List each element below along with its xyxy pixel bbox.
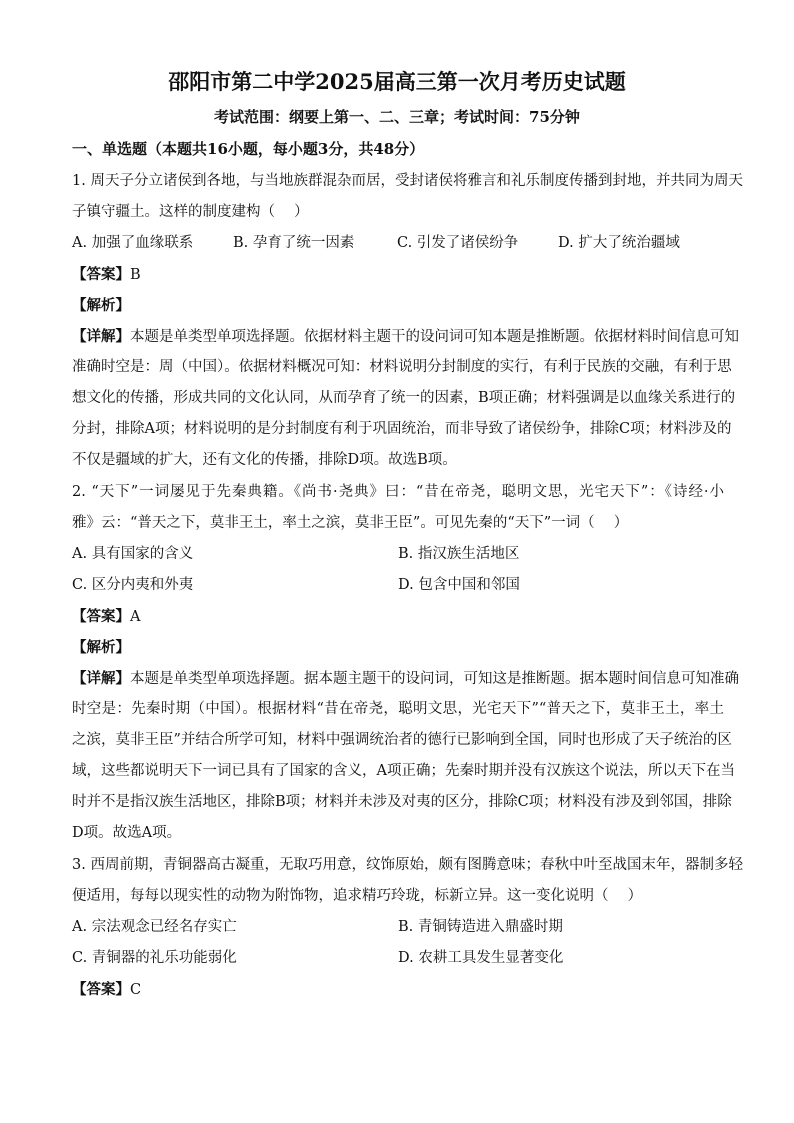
answer-value: A xyxy=(130,609,141,625)
answer-line xyxy=(72,601,724,632)
option-c: C. 引发了诸侯纷争 xyxy=(397,235,519,251)
answer-value: C xyxy=(130,982,142,998)
option-d: D. 扩大了统治疆域 xyxy=(558,235,680,251)
options-row xyxy=(72,539,724,570)
question-stem-line: 便适用，每每以现实性的动物为附饰物，追求精巧玲珑，标新立异。这一变化说明（ ） xyxy=(72,888,643,904)
detail-line: 想文化的传播，形成共同的文化认同，从而孕育了统一的因素，B项正确；材料强调是以血缘关系进行的 xyxy=(72,390,736,406)
question-2 xyxy=(72,477,739,849)
detail-text: 本题是单类型单项选择题。依据材料主题干的设问词可知本题是推断题。依据材料时间信息可知 xyxy=(130,329,739,345)
section-heading: 一、单选题（本题共16小题，每小题3分，共48分） xyxy=(72,140,425,158)
detail-line: 时空是：先秦时期（中国）。根据材料“昔在帝尧，聪明文思，光宅天下”“普天之下，莫非王土，率土 xyxy=(72,701,724,717)
question-1 xyxy=(72,166,743,476)
answer-value: B xyxy=(130,267,141,283)
option-a: A. 加强了血缘联系 xyxy=(72,235,194,251)
option-a: A. 具有国家的含义 xyxy=(72,546,194,562)
detail-line: 分封，排除A项；材料说明的是分封制度有利于巩固统治，而非导致了诸侯纷争，排除C项；材料涉及的 xyxy=(72,421,732,437)
question-stem-line: 1. 周天子分立诸侯到各地，与当地族群混杂而居，受封诸侯将雅言和礼乐制度传播到封地，并共同为周天 xyxy=(72,173,743,189)
detail-label: 【详解】 xyxy=(72,670,130,687)
option-c: C. 区分内夷和外夷 xyxy=(72,577,194,593)
question-stem-line: 子镇守疆土。这样的制度建构（ ） xyxy=(72,204,309,220)
exam-scope: 考试范围：纲要上第一、二、三章；考试时间：75分钟 xyxy=(214,108,580,126)
detail-line: 准确时空是：周（中国）。依据材料概况可知：材料说明分封制度的实行，有利于民族的交融，有利于思 xyxy=(72,359,732,375)
analysis-label: 【解析】 xyxy=(72,639,130,656)
options-row xyxy=(72,943,724,974)
question-stem-line: 雅》云：“普天之下，莫非王土，率土之滨，莫非王臣”。可见先秦的“天下”一词（ ） xyxy=(72,515,629,531)
option-b: B. 指汉族生活地区 xyxy=(398,546,520,562)
page-title: 邵阳市第二中学2025届高三第一次月考历史试题 xyxy=(168,69,626,94)
answer-label: 【答案】 xyxy=(72,266,130,283)
answer-line xyxy=(72,974,724,1005)
options-row xyxy=(72,912,724,943)
answer-label: 【答案】 xyxy=(72,981,130,998)
option-b: B. 青铜铸造进入鼎盛时期 xyxy=(398,919,563,935)
analysis-line xyxy=(72,632,724,663)
detail-line: 之滨，莫非王臣”并结合所学可知，材料中强调统治者的德行已影响到全国，同时也形成了天子统治的区 xyxy=(72,732,732,748)
option-d: D. 农耕工具发生显著变化 xyxy=(398,950,564,966)
answer-line xyxy=(72,259,724,290)
detail-line xyxy=(72,663,739,694)
question-stem-line: 3. 西周前期，青铜器高古凝重，无取巧用意，纹饰原始，颇有图腾意味；春秋中叶至战国末年，器制多轻 xyxy=(72,857,743,873)
answer-label: 【答案】 xyxy=(72,608,130,625)
question-stem-line: 2. “天下”一词屡见于先秦典籍。《尚书·尧典》曰：“昔在帝尧，聪明文思，光宅天下”：《诗经·小 xyxy=(72,484,724,500)
detail-line xyxy=(72,321,739,352)
detail-line: D项。故选A项。 xyxy=(72,825,182,841)
option-b: B. 孕育了统一因素 xyxy=(233,235,355,251)
detail-line: 时并不是指汉族生活地区，排除B项；材料并未涉及对夷的区分，排除C项；材料没有涉及到邻国，排除 xyxy=(72,794,732,810)
detail-text: 本题是单类型单项选择题。据本题主题干的设问词，可知这是推断题。据本题时间信息可知准确 xyxy=(130,671,739,687)
option-c: C. 青铜器的礼乐功能弱化 xyxy=(72,950,237,966)
option-d: D. 包含中国和邻国 xyxy=(398,577,520,593)
detail-line: 不仅是疆域的扩大，还有文化的传播，排除D项。故选B项。 xyxy=(72,452,457,468)
question-3 xyxy=(72,850,743,1005)
analysis-label: 【解析】 xyxy=(72,297,130,314)
analysis-line xyxy=(72,290,724,321)
detail-label: 【详解】 xyxy=(72,328,130,345)
options-row xyxy=(72,570,724,601)
option-a: A. 宗法观念已经名存实亡 xyxy=(72,919,237,935)
options-row xyxy=(72,228,724,259)
detail-line: 域，这些都说明天下一词已具有了国家的含义，A项正确；先秦时期并没有汉族这个说法，所以天下在当 xyxy=(72,763,735,779)
